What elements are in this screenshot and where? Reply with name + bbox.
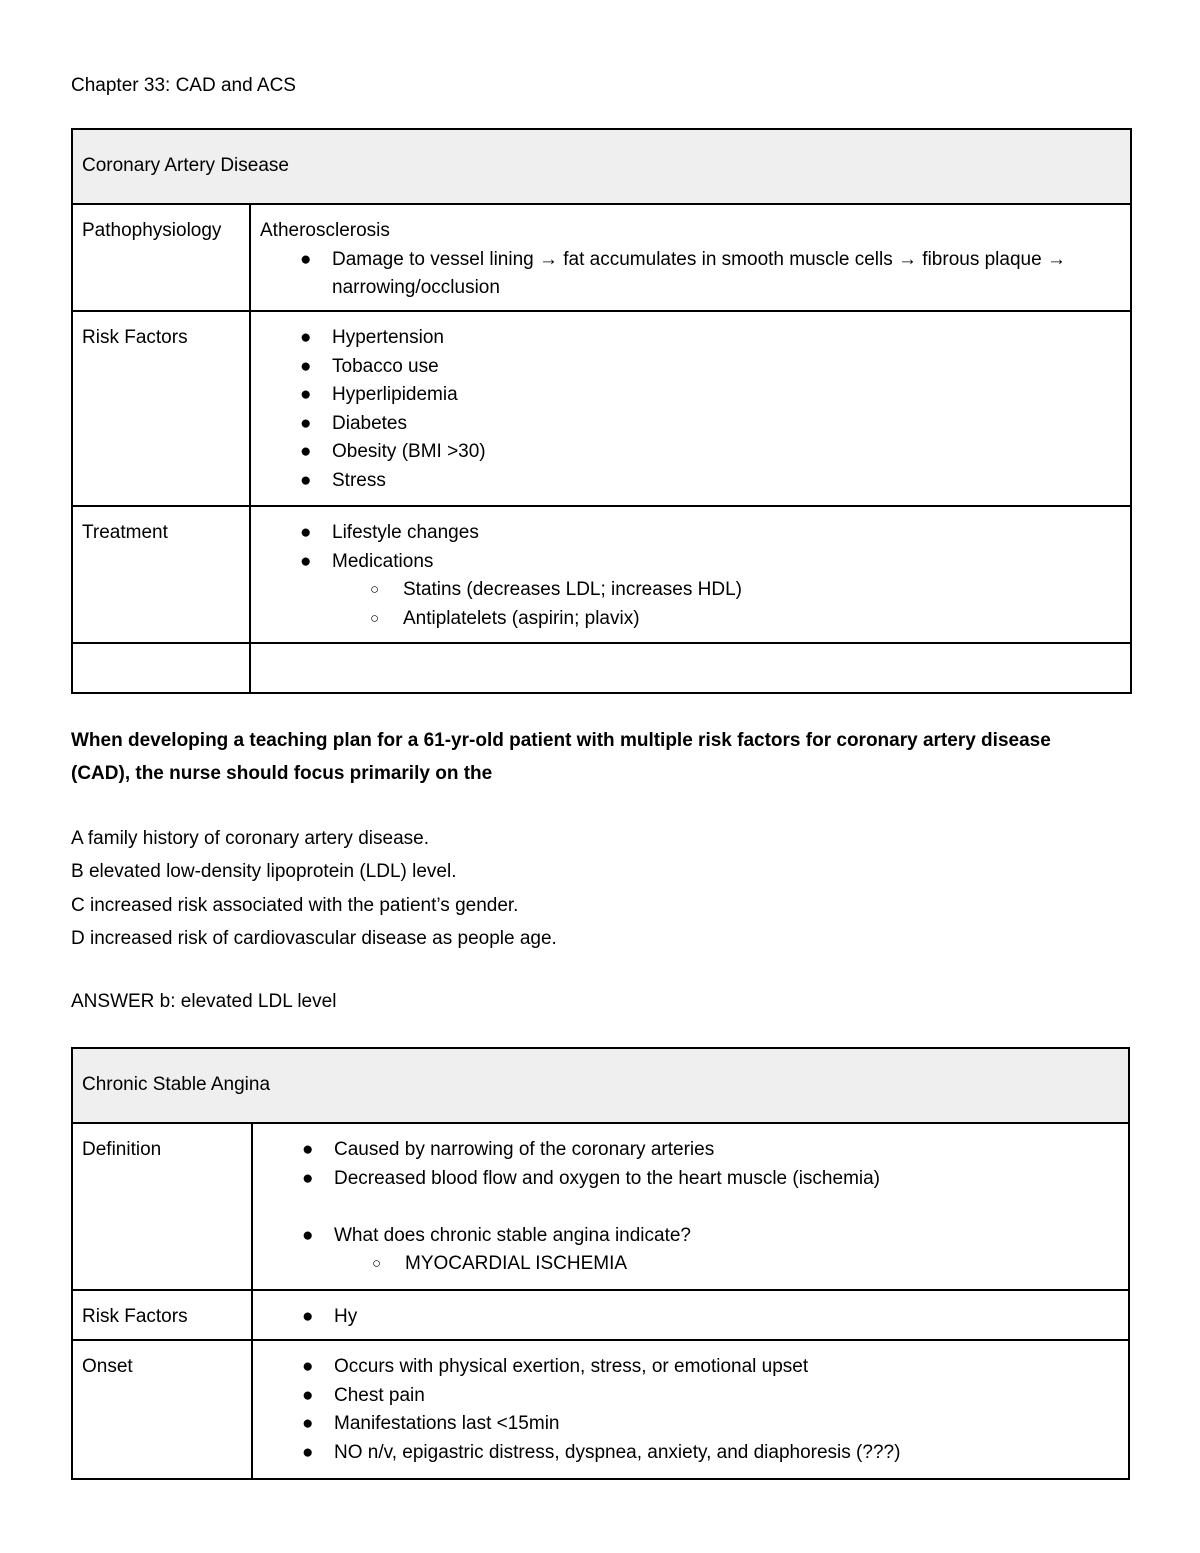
bullet-icon: ● (300, 384, 312, 406)
list-item (262, 1165, 1119, 1194)
bullet-icon: ● (300, 469, 312, 491)
row-content (250, 506, 1131, 643)
row-content (250, 204, 1131, 311)
table-row (72, 311, 1131, 506)
row-content (252, 1123, 1129, 1290)
bullet-icon: ● (300, 441, 312, 463)
bullet-list (262, 1136, 1119, 1279)
hollow-bullet-icon: ○ (370, 581, 380, 599)
list-item-text: Decreased blood flow and oxygen to the heart muscle (ischemia) (334, 1167, 881, 1189)
list-item-text: Manifestations last <15min (334, 1413, 560, 1435)
table-row (72, 643, 1131, 693)
bullet-icon: ● (302, 1384, 314, 1406)
row-label: Definition (72, 1123, 252, 1290)
hollow-bullet-icon: ○ (372, 1255, 382, 1273)
list-item-text: Obesity (BMI >30) (332, 441, 486, 463)
row-label: Treatment (72, 506, 250, 643)
row-label: Onset (72, 1340, 252, 1479)
chapter-title: Chapter 33: CAD and ACS (71, 75, 296, 96)
list-item-text: Statins (decreases LDL; increases HDL) (403, 579, 742, 601)
list-item (260, 605, 1121, 634)
bullet-icon: ● (302, 1139, 314, 1160)
bullet-list (262, 1353, 1119, 1467)
list-item (260, 519, 1121, 548)
list-item (260, 324, 1121, 353)
row-lead: Atherosclerosis (260, 220, 390, 241)
list-item (260, 576, 1121, 605)
list-item (260, 548, 1121, 577)
list-item-text: Damage to vessel lining → fat accumulates in smooth muscle cells → fibrous plaque → narrowing/occlusion (332, 248, 1066, 299)
list-item-text: Hyperlipidemia (332, 384, 458, 406)
list-item-text: Stress (332, 469, 386, 491)
row-content (250, 311, 1131, 506)
list-item (260, 438, 1121, 467)
list-item (262, 1410, 1119, 1439)
list-item (260, 353, 1121, 382)
list-item (262, 1382, 1119, 1411)
list-item-text: Caused by narrowing of the coronary arteries (334, 1139, 715, 1160)
row-label: Risk Factors (72, 311, 250, 506)
bullet-icon: ● (300, 550, 312, 572)
bullet-icon: ● (302, 1441, 314, 1463)
answer-options (71, 822, 557, 955)
list-item-text: Diabetes (332, 412, 407, 434)
table-title: Chronic Stable Angina (72, 1048, 1129, 1123)
list-item (260, 410, 1121, 439)
bullet-icon: ● (300, 522, 312, 543)
list-item (262, 1439, 1119, 1468)
bullet-icon: ● (302, 1356, 314, 1377)
list-item-text: Tobacco use (332, 355, 439, 377)
table-title: Coronary Artery Disease (72, 129, 1131, 204)
list-item-text: Hy (334, 1306, 358, 1327)
bullet-icon: ● (302, 1224, 314, 1246)
row-content (252, 1340, 1129, 1479)
row-content (252, 1290, 1129, 1340)
bullet-icon: ● (302, 1306, 314, 1327)
bullet-icon: ● (300, 248, 312, 270)
list-item (262, 1136, 1119, 1165)
list-item-text: MYOCARDIAL ISCHEMIA (405, 1253, 628, 1275)
angina-table (71, 1047, 1130, 1480)
bullet-icon: ● (302, 1413, 314, 1435)
table-row (72, 1290, 1129, 1340)
row-label (72, 643, 250, 693)
list-item-text: Medications (332, 550, 434, 572)
list-item (262, 1222, 1119, 1251)
list-item-text: Lifestyle changes (332, 522, 479, 543)
list-item (262, 1250, 1119, 1279)
list-item-text: NO n/v, epigastric distress, dyspnea, anxiety, and diaphoresis (???) (334, 1441, 901, 1463)
list-item (262, 1303, 1119, 1332)
question-stem: When developing a teaching plan for a 61-yr-old patient with multiple risk factors for coronary artery disease (CAD), the nurse should focus primarily on the (71, 730, 1051, 784)
bullet-list (260, 519, 1121, 633)
table-row (72, 204, 1131, 311)
bullet-icon: ● (302, 1167, 314, 1189)
cad-table (71, 128, 1132, 694)
list-item-text: Hypertension (332, 327, 444, 348)
option-d: D increased risk of cardiovascular disease as people age. (71, 927, 557, 949)
bullet-icon: ● (300, 412, 312, 434)
list-item-text: What does chronic stable angina indicate? (334, 1224, 692, 1246)
bullet-list (260, 246, 1121, 303)
hollow-bullet-icon: ○ (370, 609, 380, 627)
row-label: Pathophysiology (72, 204, 250, 311)
bullet-list (260, 324, 1121, 496)
row-label: Risk Factors (72, 1290, 252, 1340)
list-item (260, 467, 1121, 496)
table-row (72, 1123, 1129, 1290)
list-item-text: Antiplatelets (aspirin; plavix) (403, 607, 640, 629)
option-b: B elevated low-density lipoprotein (LDL) level. (71, 861, 457, 883)
bullet-list (262, 1303, 1119, 1332)
option-c: C increased risk associated with the patient’s gender. (71, 894, 519, 916)
list-item-text: Chest pain (334, 1384, 425, 1406)
bullet-icon: ● (300, 355, 312, 377)
bullet-icon: ● (300, 327, 312, 348)
list-item (260, 381, 1121, 410)
option-a: A family history of coronary artery disease. (71, 828, 429, 849)
answer-text: ANSWER b: elevated LDL level (71, 991, 337, 1012)
list-item (262, 1353, 1119, 1382)
table-row (72, 1340, 1129, 1479)
table-row (72, 506, 1131, 643)
row-content (250, 643, 1131, 693)
list-item (260, 246, 1121, 303)
list-item-text: Occurs with physical exertion, stress, or emotional upset (334, 1356, 809, 1377)
